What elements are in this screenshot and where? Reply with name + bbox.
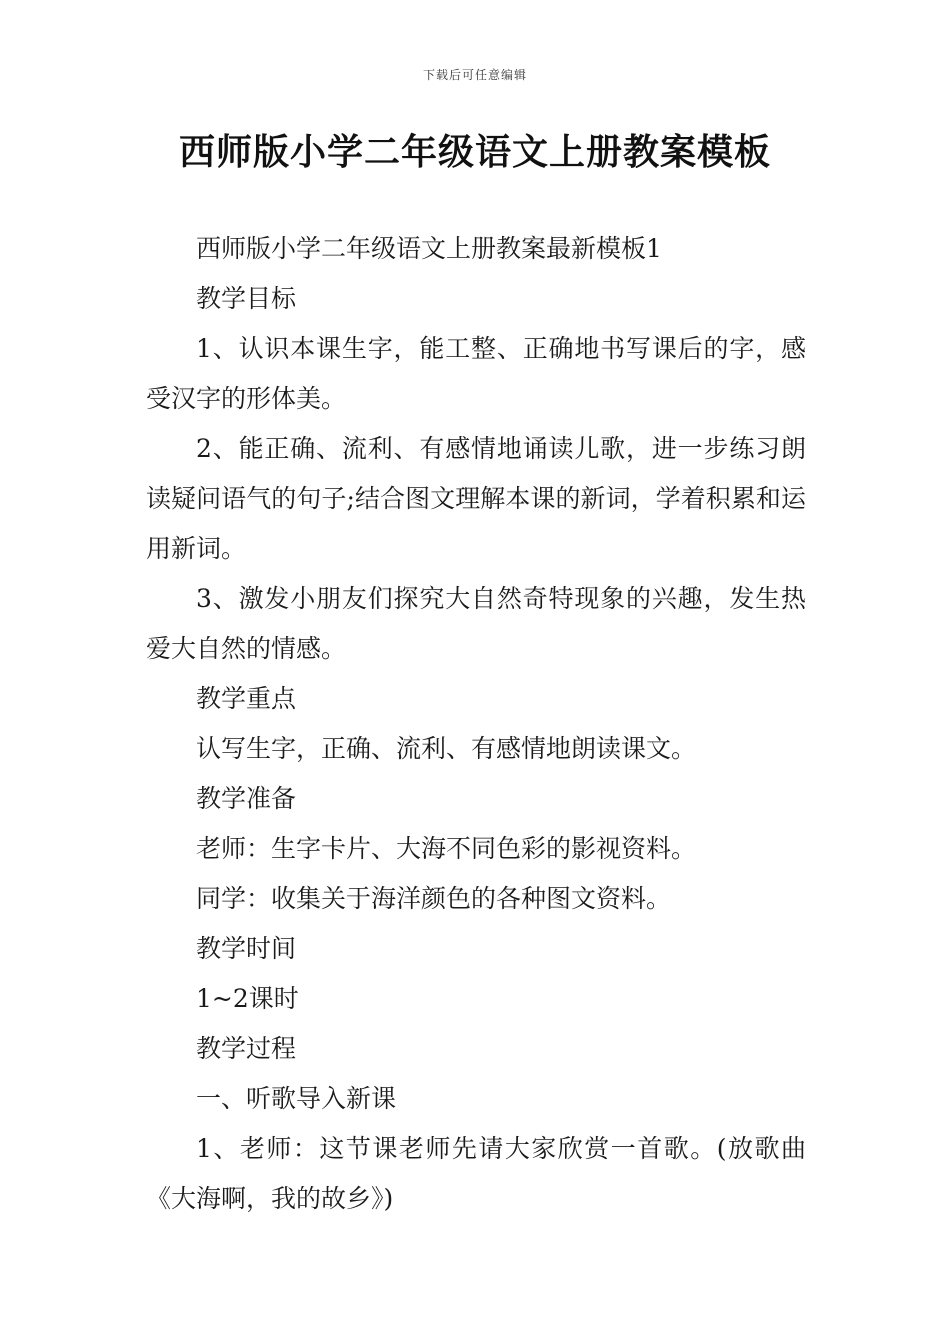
process-step-heading: 一、听歌导入新课	[196, 1084, 397, 1113]
heading-teaching-time: 教学时间	[196, 934, 297, 963]
heading-teaching-process: 教学过程	[196, 1034, 297, 1063]
goal-paragraph-1: 1、认识本课生字，能工整、正确地书写课后的字，感受汉字的形体美。	[146, 334, 806, 413]
subtitle-paragraph: 西师版小学二年级语文上册教案最新模板1	[196, 234, 662, 263]
document-title: 西师版小学二年级语文上册教案模板	[178, 132, 771, 173]
key-points-paragraph: 认写生字，正确、流利、有感情地朗读课文。	[196, 734, 697, 763]
process-step-paragraph: 1、老师：这节课老师先请大家欣赏一首歌。(放歌曲《大海啊，我的故乡》)	[146, 1134, 806, 1213]
header-note: 下载后可任意编辑	[422, 68, 527, 82]
teacher-preparation-paragraph: 老师：生字卡片、大海不同色彩的影视资料。	[196, 834, 697, 863]
goal-paragraph-2: 2、能正确、流利、有感情地诵读儿歌，进一步练习朗读疑问语气的句子;结合图文理解本课的新词，学着积累和运用新词。	[146, 434, 806, 563]
document-body	[146, 224, 806, 1224]
heading-preparation: 教学准备	[196, 784, 297, 813]
heading-key-points: 教学重点	[196, 684, 297, 713]
goal-paragraph-3: 3、激发小朋友们探究大自然奇特现象的兴趣，发生热爱大自然的情感。	[146, 584, 806, 663]
heading-teaching-goals: 教学目标	[196, 284, 297, 313]
student-preparation-paragraph: 同学：收集关于海洋颜色的各种图文资料。	[196, 884, 672, 913]
teaching-time-paragraph: 1~2课时	[196, 984, 299, 1013]
